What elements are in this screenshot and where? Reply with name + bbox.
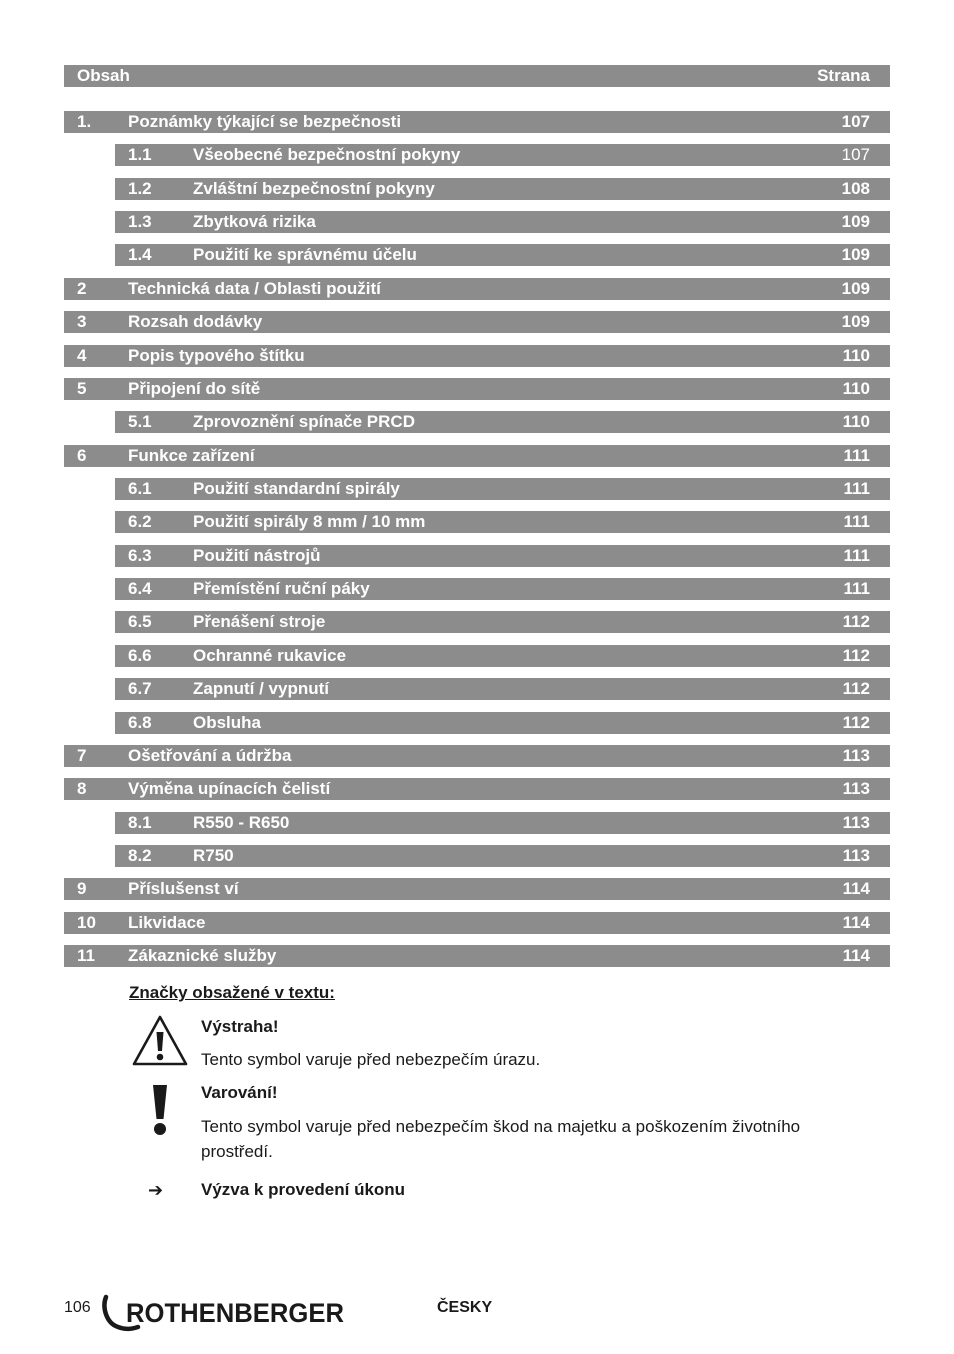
toc-row-page: 110	[842, 412, 870, 431]
toc-row-page: 110	[842, 379, 870, 398]
toc-row[interactable]	[115, 244, 890, 266]
toc-row[interactable]	[115, 144, 890, 166]
toc-row-page: 109	[841, 212, 870, 231]
toc-header	[64, 65, 890, 87]
toc-row-title: Likvidace	[128, 913, 206, 932]
toc-row-title: Zapnutí / vypnutí	[193, 679, 329, 698]
toc-row-page: 109	[841, 312, 870, 331]
toc-row-page: 112	[842, 713, 870, 732]
toc-row-page: 112	[842, 646, 870, 665]
toc-row-number: 8.1	[128, 813, 152, 832]
toc-row[interactable]	[115, 678, 890, 700]
toc-row-page: 114	[842, 946, 870, 965]
toc-row[interactable]	[64, 912, 890, 934]
toc-row-number: 6.5	[128, 612, 152, 631]
toc-row[interactable]	[115, 578, 890, 600]
toc-row-number: 1.2	[128, 179, 152, 198]
toc-row-page: 111	[843, 579, 870, 598]
toc-row-title: R750	[193, 846, 234, 865]
toc-row[interactable]	[115, 712, 890, 734]
toc-row-page: 113	[842, 779, 870, 798]
toc-row-title: Zbytková rizika	[193, 212, 316, 231]
toc-row-page: 111	[843, 512, 870, 531]
warning-description: Tento symbol varuje před nebezpečím úrazu.	[201, 1050, 541, 1069]
toc-row-title: Technická data / Oblasti použití	[128, 279, 381, 298]
toc-row-number: 6.4	[128, 579, 152, 598]
toc-row-title: Ošetřování a údržba	[128, 746, 292, 765]
toc-row-page: 113	[842, 846, 870, 865]
exclamation-icon	[150, 1083, 170, 1142]
toc-row[interactable]	[115, 611, 890, 633]
toc-row-title: Použití ke správnému účelu	[193, 245, 417, 264]
toc-row[interactable]	[115, 411, 890, 433]
language-label: ČESKY	[437, 1299, 493, 1316]
toc-row-title: Popis typového štítku	[128, 346, 305, 365]
toc-row-number: 5.1	[128, 412, 152, 431]
toc-row-title: R550 - R650	[193, 813, 290, 832]
toc-row-page: 109	[841, 245, 870, 264]
toc-header-label: Obsah	[77, 66, 130, 85]
toc-row-number: 3	[77, 312, 87, 331]
toc-row-title: Použití standardní spirály	[193, 479, 400, 498]
toc-row-page: 112	[842, 612, 870, 631]
rothenberger-logo	[100, 1293, 348, 1342]
toc-row[interactable]	[64, 111, 890, 133]
toc-row[interactable]	[64, 745, 890, 767]
arrow-right-icon: ➔	[148, 1180, 164, 1200]
toc-row-page: 114	[842, 879, 870, 898]
toc-row-title: Zprovoznění spínače PRCD	[193, 412, 415, 431]
toc-row-page: 113	[842, 813, 870, 832]
toc-row-number: 4	[77, 346, 87, 365]
toc-row-title: Obsluha	[193, 713, 262, 732]
toc-row-title: Použití spirály 8 mm / 10 mm	[193, 512, 426, 531]
toc-row-page: 111	[843, 479, 870, 498]
toc-row-title: Ochranné rukavice	[193, 646, 347, 665]
toc-row[interactable]	[64, 345, 890, 367]
toc-row[interactable]	[64, 278, 890, 300]
legend-title: Značky obsažené v textu:	[129, 983, 335, 1002]
toc-row-title: Zákaznické služby	[128, 946, 277, 965]
toc-row-title: Rozsah dodávky	[128, 312, 263, 331]
toc-row[interactable]	[115, 178, 890, 200]
toc-row-title: Použití nástrojů	[193, 546, 321, 565]
toc-row-page: 113	[842, 746, 870, 765]
toc-row-page: 111	[843, 446, 870, 465]
toc-row[interactable]	[64, 878, 890, 900]
caution-title: Varování!	[201, 1083, 278, 1102]
toc-row[interactable]	[115, 645, 890, 667]
toc-row-title: Přemístění ruční páky	[193, 579, 370, 598]
page-number: 106	[64, 1299, 91, 1316]
toc-row-title: Zvláštní bezpečnostní pokyny	[193, 179, 435, 198]
toc-row-page: 114	[842, 913, 870, 932]
toc-row-title: Přenášení stroje	[193, 612, 326, 631]
caution-description-line1: Tento symbol varuje před nebezpečím škod na majetku a poškozením životního	[201, 1117, 801, 1136]
toc-row-number: 6.7	[128, 679, 152, 698]
toc-row-title: Funkce zařízení	[128, 446, 255, 465]
warning-triangle-icon	[131, 1014, 189, 1073]
toc-row-number: 6.6	[128, 646, 152, 665]
toc-row-number: 5	[77, 379, 87, 398]
toc-row-number: 6.2	[128, 512, 152, 531]
toc-row-number: 11	[77, 946, 95, 965]
toc-row-title: Výměna upínacích čelistí	[128, 779, 331, 798]
toc-row[interactable]	[115, 545, 890, 567]
toc-row-number: 1.4	[128, 245, 152, 264]
toc-row-page: 107	[841, 112, 870, 131]
toc-row-number: 7	[77, 746, 87, 765]
toc-row-page: 112	[842, 679, 870, 698]
toc-row-page: 111	[843, 546, 870, 565]
toc-row-title: Příslušenst ví	[128, 879, 239, 898]
toc-row-number: 6	[77, 446, 87, 465]
toc-row-page: 109	[841, 279, 870, 298]
toc-row-page: 107	[841, 145, 870, 164]
toc-row[interactable]	[115, 211, 890, 233]
toc-row-number: 9	[77, 879, 87, 898]
toc-row-title: Připojení do sítě	[128, 379, 261, 398]
toc-row-page: 108	[841, 179, 870, 198]
toc-row-number: 1.	[77, 112, 92, 131]
toc-header-page-label: Strana	[817, 66, 870, 85]
toc-row[interactable]	[64, 445, 890, 467]
caution-description-line2: prostředí.	[201, 1142, 273, 1161]
toc-row-title: Všeobecné bezpečnostní pokyny	[193, 145, 461, 164]
action-description: Výzva k provedení úkonu	[201, 1180, 406, 1199]
toc-row[interactable]	[64, 945, 890, 967]
toc-row-number: 6.8	[128, 713, 152, 732]
toc-row-number: 8.2	[128, 846, 152, 865]
warning-title: Výstraha!	[201, 1017, 279, 1036]
toc-row-number: 10	[77, 913, 96, 932]
toc-row[interactable]	[64, 778, 890, 800]
toc-row[interactable]	[115, 812, 890, 834]
toc-row[interactable]	[64, 311, 890, 333]
toc-row[interactable]	[64, 378, 890, 400]
toc-row-page: 110	[842, 346, 870, 365]
toc-row-number: 6.1	[128, 479, 152, 498]
toc-row[interactable]	[115, 511, 890, 533]
toc-row-number: 6.3	[128, 546, 152, 565]
toc-row-number: 8	[77, 779, 87, 798]
toc-row-number: 1.1	[128, 145, 152, 164]
toc-row-number: 1.3	[128, 212, 152, 231]
toc-row[interactable]	[115, 845, 890, 867]
toc-row[interactable]	[115, 478, 890, 500]
toc-row-title: Poznámky týkající se bezpečnosti	[128, 112, 402, 131]
toc-row-number: 2	[77, 279, 87, 298]
brand-wordmark: ROTHENBERGER	[126, 1298, 344, 1328]
